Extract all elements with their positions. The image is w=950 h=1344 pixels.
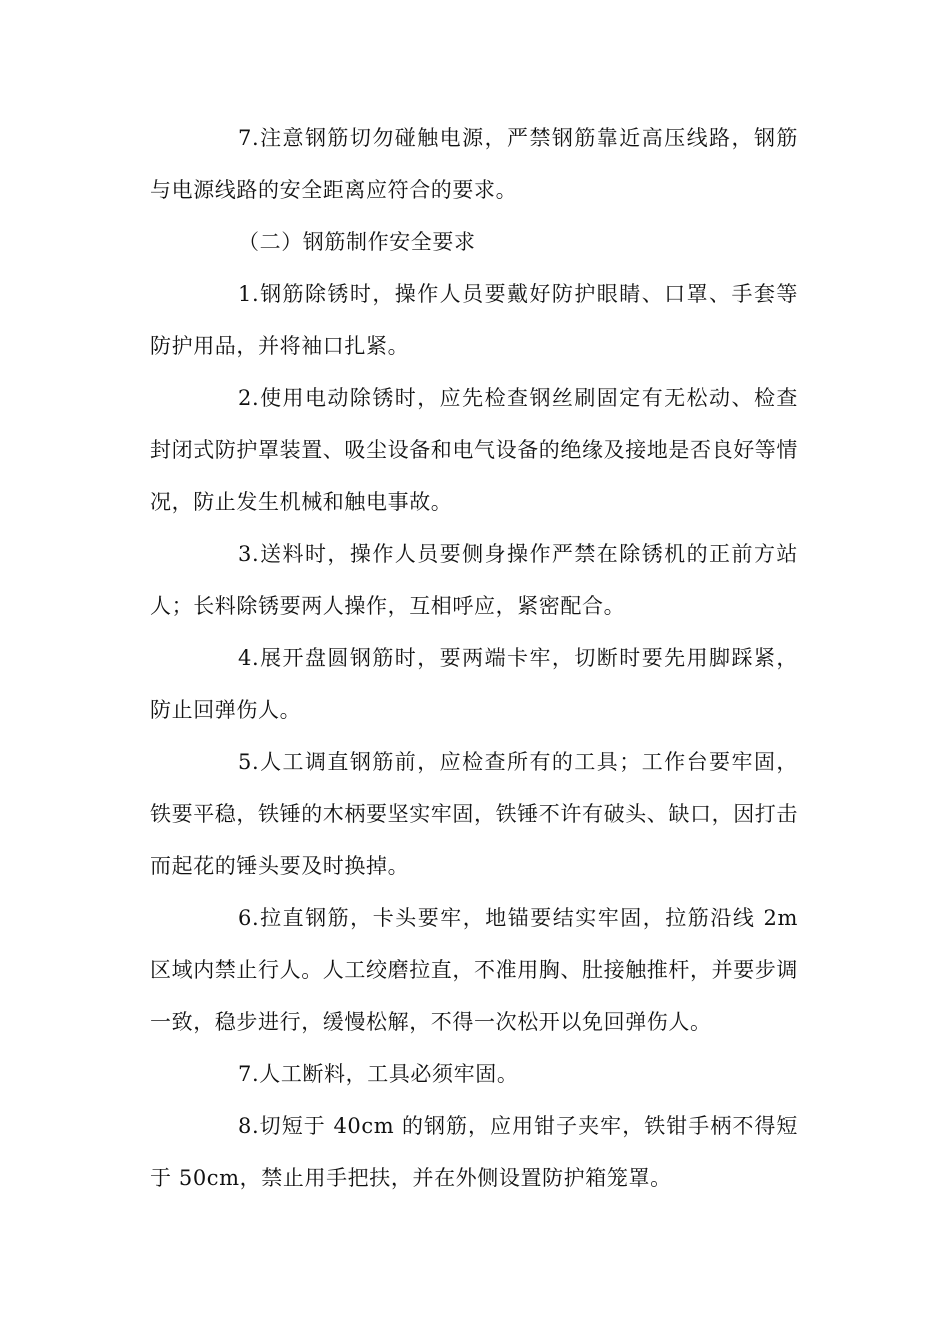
paragraph-5-manual-straightening: 5.人工调直钢筋前，应检查所有的工具；工作台要牢固，铁要平稳，铁锤的木柄要坚实牢固，铁锤不许有破头、缺口，因打击而起花的锤头要及时换掉。 xyxy=(150,750,798,878)
section-heading-rebar-fabrication: （二）钢筋制作安全要求 xyxy=(238,230,476,254)
paragraph-1-rust-removal: 1.钢筋除锈时，操作人员要戴好防护眼睛、口罩、手套等防护用品，并将袖口扎紧。 xyxy=(150,282,798,358)
paragraph-7-power-safety: 7.注意钢筋切勿碰触电源，严禁钢筋靠近高压线路，钢筋与电源线路的安全距离应符合的要求。 xyxy=(150,126,798,202)
paragraph-8-short-cutting: 8.切短于 40cm 的钢筋，应用钳子夹牢，铁钳手柄不得短于 50cm，禁止用手把扶，并在外侧设置防护箱笼罩。 xyxy=(150,1114,798,1190)
paragraph-4-coil-unrolling: 4.展开盘圆钢筋时，要两端卡牢，切断时要先用脚踩紧，防止回弹伤人。 xyxy=(150,646,798,722)
paragraph-7-manual-cutting: 7.人工断料，工具必须牢固。 xyxy=(238,1062,519,1086)
paragraph-6-pulling: 6.拉直钢筋，卡头要牢，地锚要结实牢固，拉筋沿线 2m 区域内禁止行人。人工绞磨拉直，不准用胸、肚接触推杆，并要步调一致，稳步进行，缓慢松解，不得一次松开以免回弹伤人。 xyxy=(150,906,798,1034)
paragraph-2-electric-rust-removal: 2.使用电动除锈时，应先检查钢丝刷固定有无松动、检查封闭式防护罩装置、吸尘设备和电气设备的绝缘及接地是否良好等情况，防止发生机械和触电事故。 xyxy=(150,386,798,514)
document-body xyxy=(150,112,798,1204)
paragraph-3-feeding: 3.送料时，操作人员要侧身操作严禁在除锈机的正前方站人；长料除锈要两人操作，互相呼应，紧密配合。 xyxy=(150,542,798,618)
